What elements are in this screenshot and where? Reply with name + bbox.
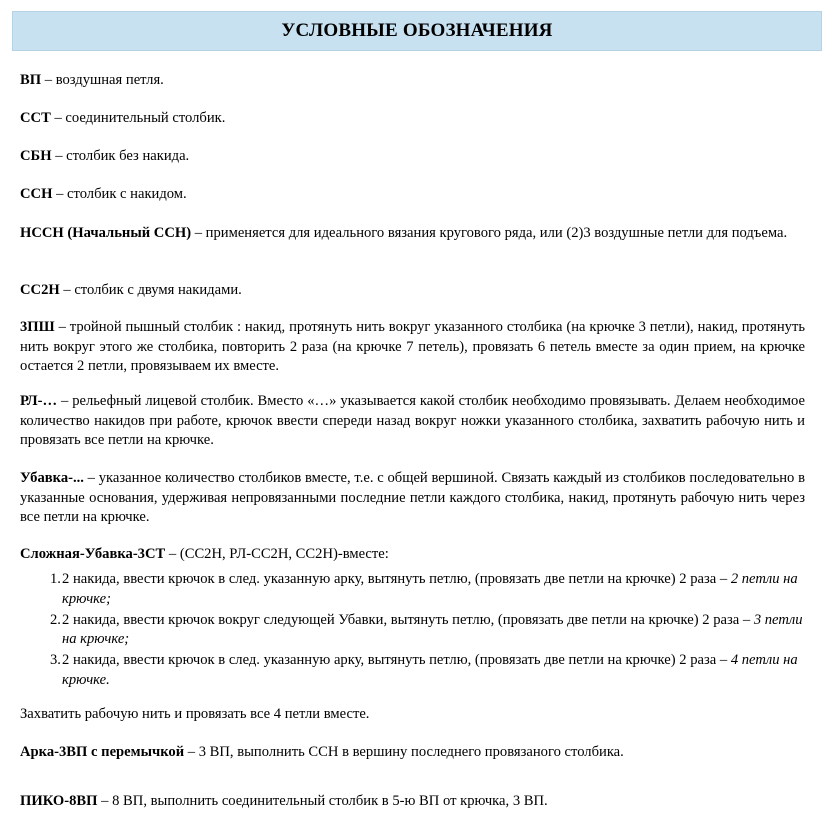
entry-description: – указанное количество столбиков вместе, т.е. с общей вершиной. Связать каждый из столбиков последовательно в указанные основания, удерживая непровязанными последние петли каждого столбика, накид, протянуть рабочую нить через все петли на крючке. (20, 470, 805, 525)
entry-description: – 8 ВП, выполнить соединительный столбик в 5-ю ВП от крючка, 3 ВП. (97, 793, 548, 809)
entry-description: – (СС2Н, РЛ-СС2Н, СС2Н)-вместе: (165, 546, 389, 562)
entry-term: РЛ-… (20, 393, 58, 409)
entry-term: СС2Н (20, 282, 60, 298)
legend-entry-rl (20, 392, 805, 451)
entry-term: 3ПШ (20, 319, 55, 335)
entry-description: – столбик с накидом. (52, 186, 187, 202)
step-number: 2. (50, 611, 61, 628)
entry-description: – 3 ВП, выполнить ССН в вершину последнего провязаного столбика. (184, 744, 624, 760)
entry-term: ВП (20, 72, 42, 88)
legend-entry-arka (20, 743, 805, 763)
entry-term: ССТ (20, 110, 51, 126)
page-title: УСЛОВНЫЕ ОБОЗНАЧЕНИЯ (281, 20, 553, 41)
entry-description: – тройной пышный столбик : накид, протянуть нить вокруг указанного столбика (на крючке 3 петли), накид, протянуть нить вокруг этого же столбика, повторить 2 раза (на крючке 7 петель), провязать 6 петель вместе за один прием, на крючке остается 2 петли, провязываем их вместе. (20, 319, 805, 374)
entry-term: НССН (Начальный ССН) (20, 225, 192, 241)
legend-entry-ss2n (20, 281, 805, 301)
entry-term: Убавка-... (20, 470, 84, 486)
complex-ubavka-steps (20, 570, 805, 692)
legend-entry-ubavka (20, 469, 805, 528)
closing-instruction: Захватить рабочую нить и провязать все 4 петли вместе. (20, 706, 370, 722)
legend-entry-vp (20, 71, 805, 91)
step-text: 2 накида, ввести крючок в след. указанную арку, вытянуть петлю, (провязать две петли на крючке) 2 раза – (62, 571, 731, 587)
entry-term: Арка-3ВП с перемычкой (20, 744, 185, 760)
legend-entry-3psh (20, 318, 805, 377)
title-banner (12, 11, 822, 51)
entry-description: – применяется для идеального вязания кругового ряда, или (2)3 воздушные петли для подъема. (191, 225, 788, 241)
entry-term: Сложная-Убавка-3СТ (20, 546, 166, 562)
entry-term: СБН (20, 148, 52, 164)
legend-entry-piko (20, 792, 805, 812)
list-item (20, 651, 805, 690)
step-text: 2 накида, ввести крючок в след. указанную арку, вытянуть петлю, (провязать две петли на крючке) 2 раза – (62, 652, 731, 668)
legend-entry-complex-ubavka (20, 545, 805, 565)
entry-term: ПИКО-8ВП (20, 793, 98, 809)
legend-entry-ssn (20, 185, 805, 205)
legend-entry-sbn (20, 147, 805, 167)
entry-description: – рельефный лицевой столбик. Вместо «…» указывается какой столбик необходимо провязывать. Делаем необходимое количество накидов при работе, крючок ввести спереди назад вокруг ножки указанного столбика, захватить рабочую нить и провязать все петли на крючке. (20, 393, 805, 448)
list-item (20, 611, 805, 650)
step-result: 2 петли на крючке; (62, 571, 798, 607)
entry-description: – столбик с двумя накидами. (59, 282, 242, 298)
legend-entry-nssn (20, 224, 805, 244)
entry-description: – столбик без накида. (51, 148, 190, 164)
list-item (20, 570, 805, 609)
step-number: 1. (50, 571, 61, 587)
step-result: 3 петли на крючке; (62, 611, 803, 647)
step-number: 3. (50, 652, 61, 668)
entry-description: – воздушная петля. (41, 72, 164, 88)
step-result: 4 петли на крючке. (62, 652, 798, 688)
legend-entry-sst (20, 109, 805, 129)
step-text: 2 накида, ввести крючок вокруг следующей Убавки, вытянуть петлю, (провязать две петли на крючке) 2 раза – (62, 611, 754, 628)
entry-description: – соединительный столбик. (50, 110, 226, 126)
entry-term: ССН (20, 186, 53, 202)
